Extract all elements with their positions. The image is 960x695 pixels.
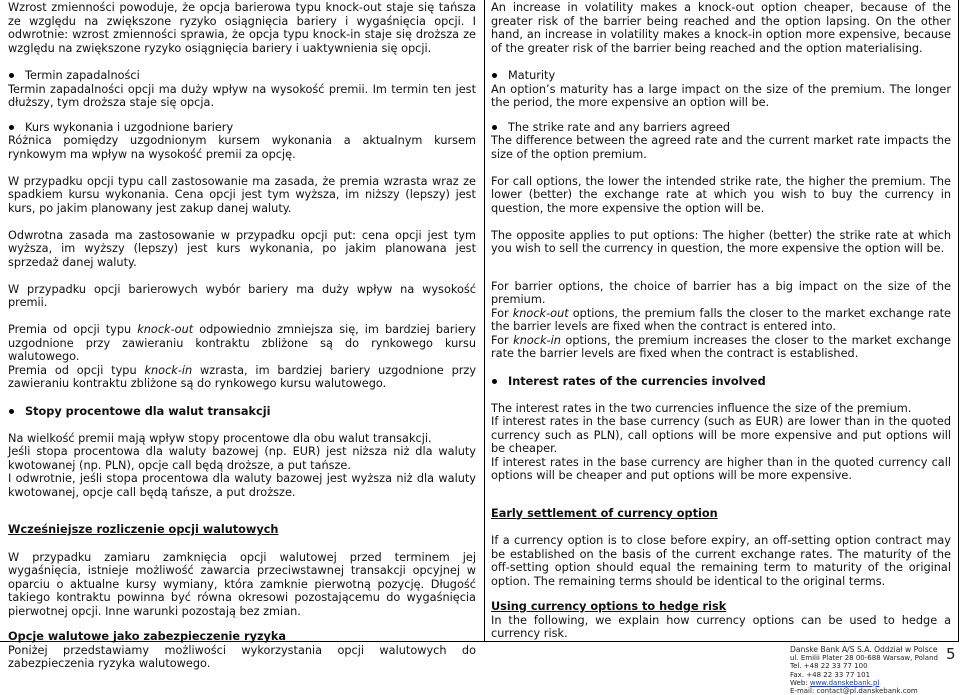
right-border [958, 0, 959, 641]
heading-maturity: Maturity [491, 69, 951, 83]
footer-company: Danske Bank A/S S.A. Oddział w Polsce [790, 645, 938, 654]
paragraph-put: Odwrotna zasada ma zastosowanie w przypadku opcji put: cena opcji jest tym wyższa, im wyższy (lepszy) jest kurs wykonania, po jakim planowana jest sprzedaż danej waluty. [8, 228, 476, 269]
heading-interest-rates: Stopy procentowe dla walut transakcji [8, 405, 476, 419]
paragraph-maturity: An option’s maturity has a large impact on the size of the premium. The longer the period, the more expensive an option will be. [491, 82, 951, 109]
paragraph-hedge: In the following, we explain how currency options can be used to hedge a currency risk. [491, 613, 951, 640]
footer-fax: Fax. +48 22 33 77 101 [790, 670, 871, 679]
paragraph-put: The opposite applies to put options: The higher (better) the strike rate at which you wish to sell the currency in question, the more expensive the option will be. [491, 228, 951, 255]
paragraph-maturity: Termin zapadalności opcji ma duży wpływ na wysokość premii. Im termin ten jest dłuższy, tym droższa staje się opcja. [8, 82, 476, 109]
paragraph-early-settlement: If a currency option is to close before expiry, an off-setting option contract may be established on the basis of the current exchange rates. The maturity of the off-setting option should equal the remaining term to maturity of the original option. The remaining terms should be identical to the original terms. [491, 534, 951, 588]
paragraph-rates-1: Na wielkość premii mają wpływ stopy procentowe dla obu walut transakcji. [8, 431, 432, 445]
english-column [491, 0, 951, 641]
polish-column [8, 0, 476, 671]
paragraph-barrier: For barrier options, the choice of barrier has a big impact on the size of the premium. [491, 279, 951, 306]
page-number: 5 [946, 645, 956, 663]
heading-early-settlement: Early settlement of currency option [491, 506, 718, 520]
column-divider [484, 0, 485, 641]
footer-web-link[interactable]: www.danskebank.pl [809, 678, 880, 687]
heading-strike: The strike rate and any barriers agreed [491, 121, 951, 135]
heading-hedge: Using currency options to hedge risk [491, 600, 727, 613]
footer-email: E-mail: contact@pl.danskebank.com [790, 687, 918, 695]
heading-early-settlement: Wcześniejsze rozliczenie opcji walutowych [8, 523, 279, 536]
paragraph-barrier: W przypadku opcji barierowych wybór bariery ma duży wpływ na wysokość premii. [8, 282, 476, 309]
footer-web: Web: www.danskebank.pl [790, 678, 880, 687]
paragraph-rates-1: The interest rates in the two currencies influence the size of the premium. [491, 401, 912, 415]
paragraph-strike: The difference between the agreed rate and the current market rate impacts the size of the option premium. [491, 134, 951, 161]
paragraph-knock-out: For knock-out options, the premium falls the closer to the market exchange rate the barrier levels are fixed when the contract is entered into. [491, 306, 951, 333]
paragraph-knock-out: Premia od opcji typu knock-out odpowiednio zmniejsza się, im bardziej bariery uzgodnione przy zawieraniu kontraktu zbliżone są do rynkowego kursu walutowego. [8, 323, 476, 363]
paragraph-rates-3: If interest rates in the base currency are higher than in the quoted currency call options will be cheaper and put options will be more expensive. [491, 455, 951, 482]
paragraph-early-settlement: W przypadku zamiaru zamknięcia opcji walutowej przed terminem jej wygaśnięcia, istnieje możliwość zawarcia przeciwstawnej transakcji opcyjnej w oparciu o aktualne kursy wymiany, która zamknie pierwotną pozycję. Długość takiego kontraktu powinna być równa okresowi pozostającemu do wygaśnięcia pierwotnej opcji. Inne warunki pozostają bez zmian. [8, 550, 476, 618]
paragraph-knock-in: For knock-in options, the premium increases the closer to the market exchange rate the barrier levels are fixed when the contract is established. [491, 333, 951, 360]
heading-maturity: Termin zapadalności [8, 69, 476, 83]
paragraph-call: W przypadku opcji typu call zastosowanie ma zasada, że premia wzrasta wraz ze spadkiem kursu wykonania. Cena opcji jest tym wyższa, im niższy (lepszy) jest kurs, po jakim planowany jest zakup danej waluty. [8, 174, 476, 215]
paragraph-rates-2: If interest rates in the base currency (such as EUR) are lower than in the quoted currency such as PLN), call options will be more expensive and put options will be cheaper. [491, 415, 951, 455]
footer-tel: Tel. +48 22 33 77 100 [790, 662, 868, 671]
paragraph-volatility: Wzrost zmienności powoduje, że opcja barierowa typu knock-out staje się tańsza ze względu na zwiększone ryzyko osiągnięcia bariery i wygaśnięcia opcji. I odwrotnie: wzrost zmienności sprawia, że opcja typu knock-in staje się droższa ze względu na zwiększone ryzyko osiągnięcia bariery i uaktywnienia się opcji. [8, 1, 476, 55]
paragraph-hedge: Poniżej przedstawiamy możliwości wykorzystania opcji walutowych do zabezpieczenia ryzyka walutowego. [8, 643, 476, 670]
paragraph-call: For call options, the lower the intended strike rate, the higher the premium. The lower (better) the exchange rate at which you wish to buy the currency in question, the more expensive the option will be. [491, 174, 951, 215]
heading-hedge: Opcje walutowe jako zabezpieczenie ryzyka [8, 630, 287, 643]
heading-strike: Kurs wykonania i uzgodnione bariery [8, 121, 476, 135]
paragraph-strike: Różnica pomiędzy uzgodnionym kursem wykonania a aktualnym kursem rynkowym ma wpływ na wysokość premii za opcję. [8, 134, 476, 161]
paragraph-knock-in: Premia od opcji typu knock-in wzrasta, im bardziej bariery uzgodnione przy zawieraniu kontraktu zbliżone są do rynkowego kursu walutowego. [8, 363, 477, 390]
paragraph-volatility: An increase in volatility makes a knock-out option cheaper, because of the greater risk of the barrier being reached and the option lapsing. On the other hand, an increase in volatility makes a knock-in option more expensive, because of the greater risk of the barrier being reached and the option materialising. [491, 1, 951, 55]
footer-contact [790, 646, 940, 695]
heading-interest-rates: Interest rates of the currencies involved [491, 375, 951, 389]
paragraph-rates-2: Jeśli stopa procentowa dla waluty bazowej (np. EUR) jest niższa niż dla waluty kwotowanej (np. PLN), opcje call będą droższe, a put tańsze. [8, 445, 476, 472]
footer-address: ul. Emilii Plater 28 00-688 Warsaw, Poland [790, 654, 938, 663]
paragraph-rates-3: I odwrotnie, jeśli stopa procentowa dla waluty bazowej jest wyższa niż dla waluty kwotowanej, opcje call będą tańsze, a put droższe. [8, 472, 476, 499]
